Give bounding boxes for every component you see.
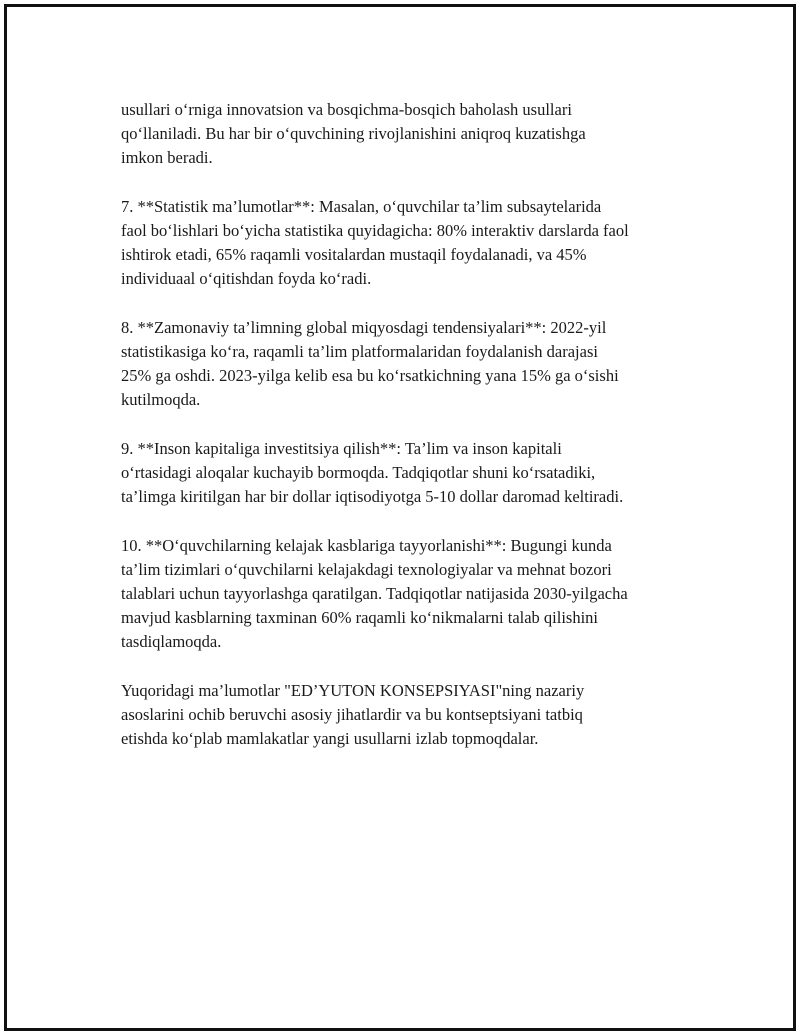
text-line: qo‘llaniladi. Bu har bir o‘quvchining rivojlanishini aniqroq kuzatishga xyxy=(121,124,586,144)
text-line: o‘rtasidagi aloqalar kuchayib bormoqda. Tadqiqotlar shuni ko‘rsatadiki, xyxy=(121,463,596,482)
text-line: usullari o‘rniga innovatsion va bosqichma-bosqich baholash usullari xyxy=(121,100,572,119)
text-line: 9. **Inson kapitaliga investitsiya qilish**: Ta’lim va inson kapitali xyxy=(121,438,562,458)
text-line: etishda ko‘plab mamlakatlar yangi usullarni izlab topmoqdalar. xyxy=(121,729,539,749)
text-line: 8. **Zamonaviy ta’limning global miqyosdagi tendensiyalari**: 2022-yil xyxy=(121,317,607,337)
text-line: ishtirok etadi, 65% raqamli vositalardan mustaqil foydalanadi, va 45% xyxy=(121,245,587,265)
document-body xyxy=(121,98,701,776)
text-line: 10. **O‘quvchilarning kelajak kasblariga tayyorlanishi**: Bugungi kunda xyxy=(121,535,612,555)
text-line: kutilmoqda. xyxy=(121,390,201,410)
text-line: faol bo‘lishlari bo‘yicha statistika quyidagicha: 80% interaktiv darslarda faol xyxy=(121,221,629,240)
text-line: ta’limga kiritilgan har bir dollar iqtisodiyotga 5-10 dollar daromad keltiradi. xyxy=(121,487,624,507)
text-line: Yuqoridagi ma’lumotlar "ED’YUTON KONSEPSIYASI"ning nazariy xyxy=(121,680,585,700)
text-line: mavjud kasblarning taxminan 60% raqamli ko‘nikmalarni talab qilishini xyxy=(121,608,599,628)
text-line: tasdiqlamoqda. xyxy=(121,632,222,652)
page-frame xyxy=(4,4,796,1031)
text-line: asoslarini ochib beruvchi asosiy jihatlardir va bu kontseptsiyani tatbiq xyxy=(121,705,583,724)
paragraph-item-8 xyxy=(121,316,701,413)
paragraph-intro-continuation xyxy=(121,98,701,171)
text-line: statistikasiga ko‘ra, raqamli ta’lim platformalaridan foydalanish darajasi xyxy=(121,342,598,361)
paragraph-item-9 xyxy=(121,437,701,510)
text-line: individuaal o‘qitishdan foyda ko‘radi. xyxy=(121,269,372,289)
text-line: ta’lim tizimlari o‘quvchilarni kelajakdagi texnologiyalar va mehnat bozori xyxy=(121,559,612,579)
paragraph-conclusion xyxy=(121,679,701,752)
text-line: talablari uchun tayyorlashga qaratilgan. Tadqiqotlar natijasida 2030-yilgacha xyxy=(121,584,628,603)
text-line: 25% ga oshdi. 2023-yilga kelib esa bu ko‘rsatkichning yana 15% ga o‘sishi xyxy=(121,366,619,386)
paragraph-item-7 xyxy=(121,195,701,292)
text-line: 7. **Statistik ma’lumotlar**: Masalan, o‘quvchilar ta’lim subsaytelarida xyxy=(121,196,602,216)
paragraph-item-10 xyxy=(121,534,701,655)
text-line: imkon beradi. xyxy=(121,148,213,168)
